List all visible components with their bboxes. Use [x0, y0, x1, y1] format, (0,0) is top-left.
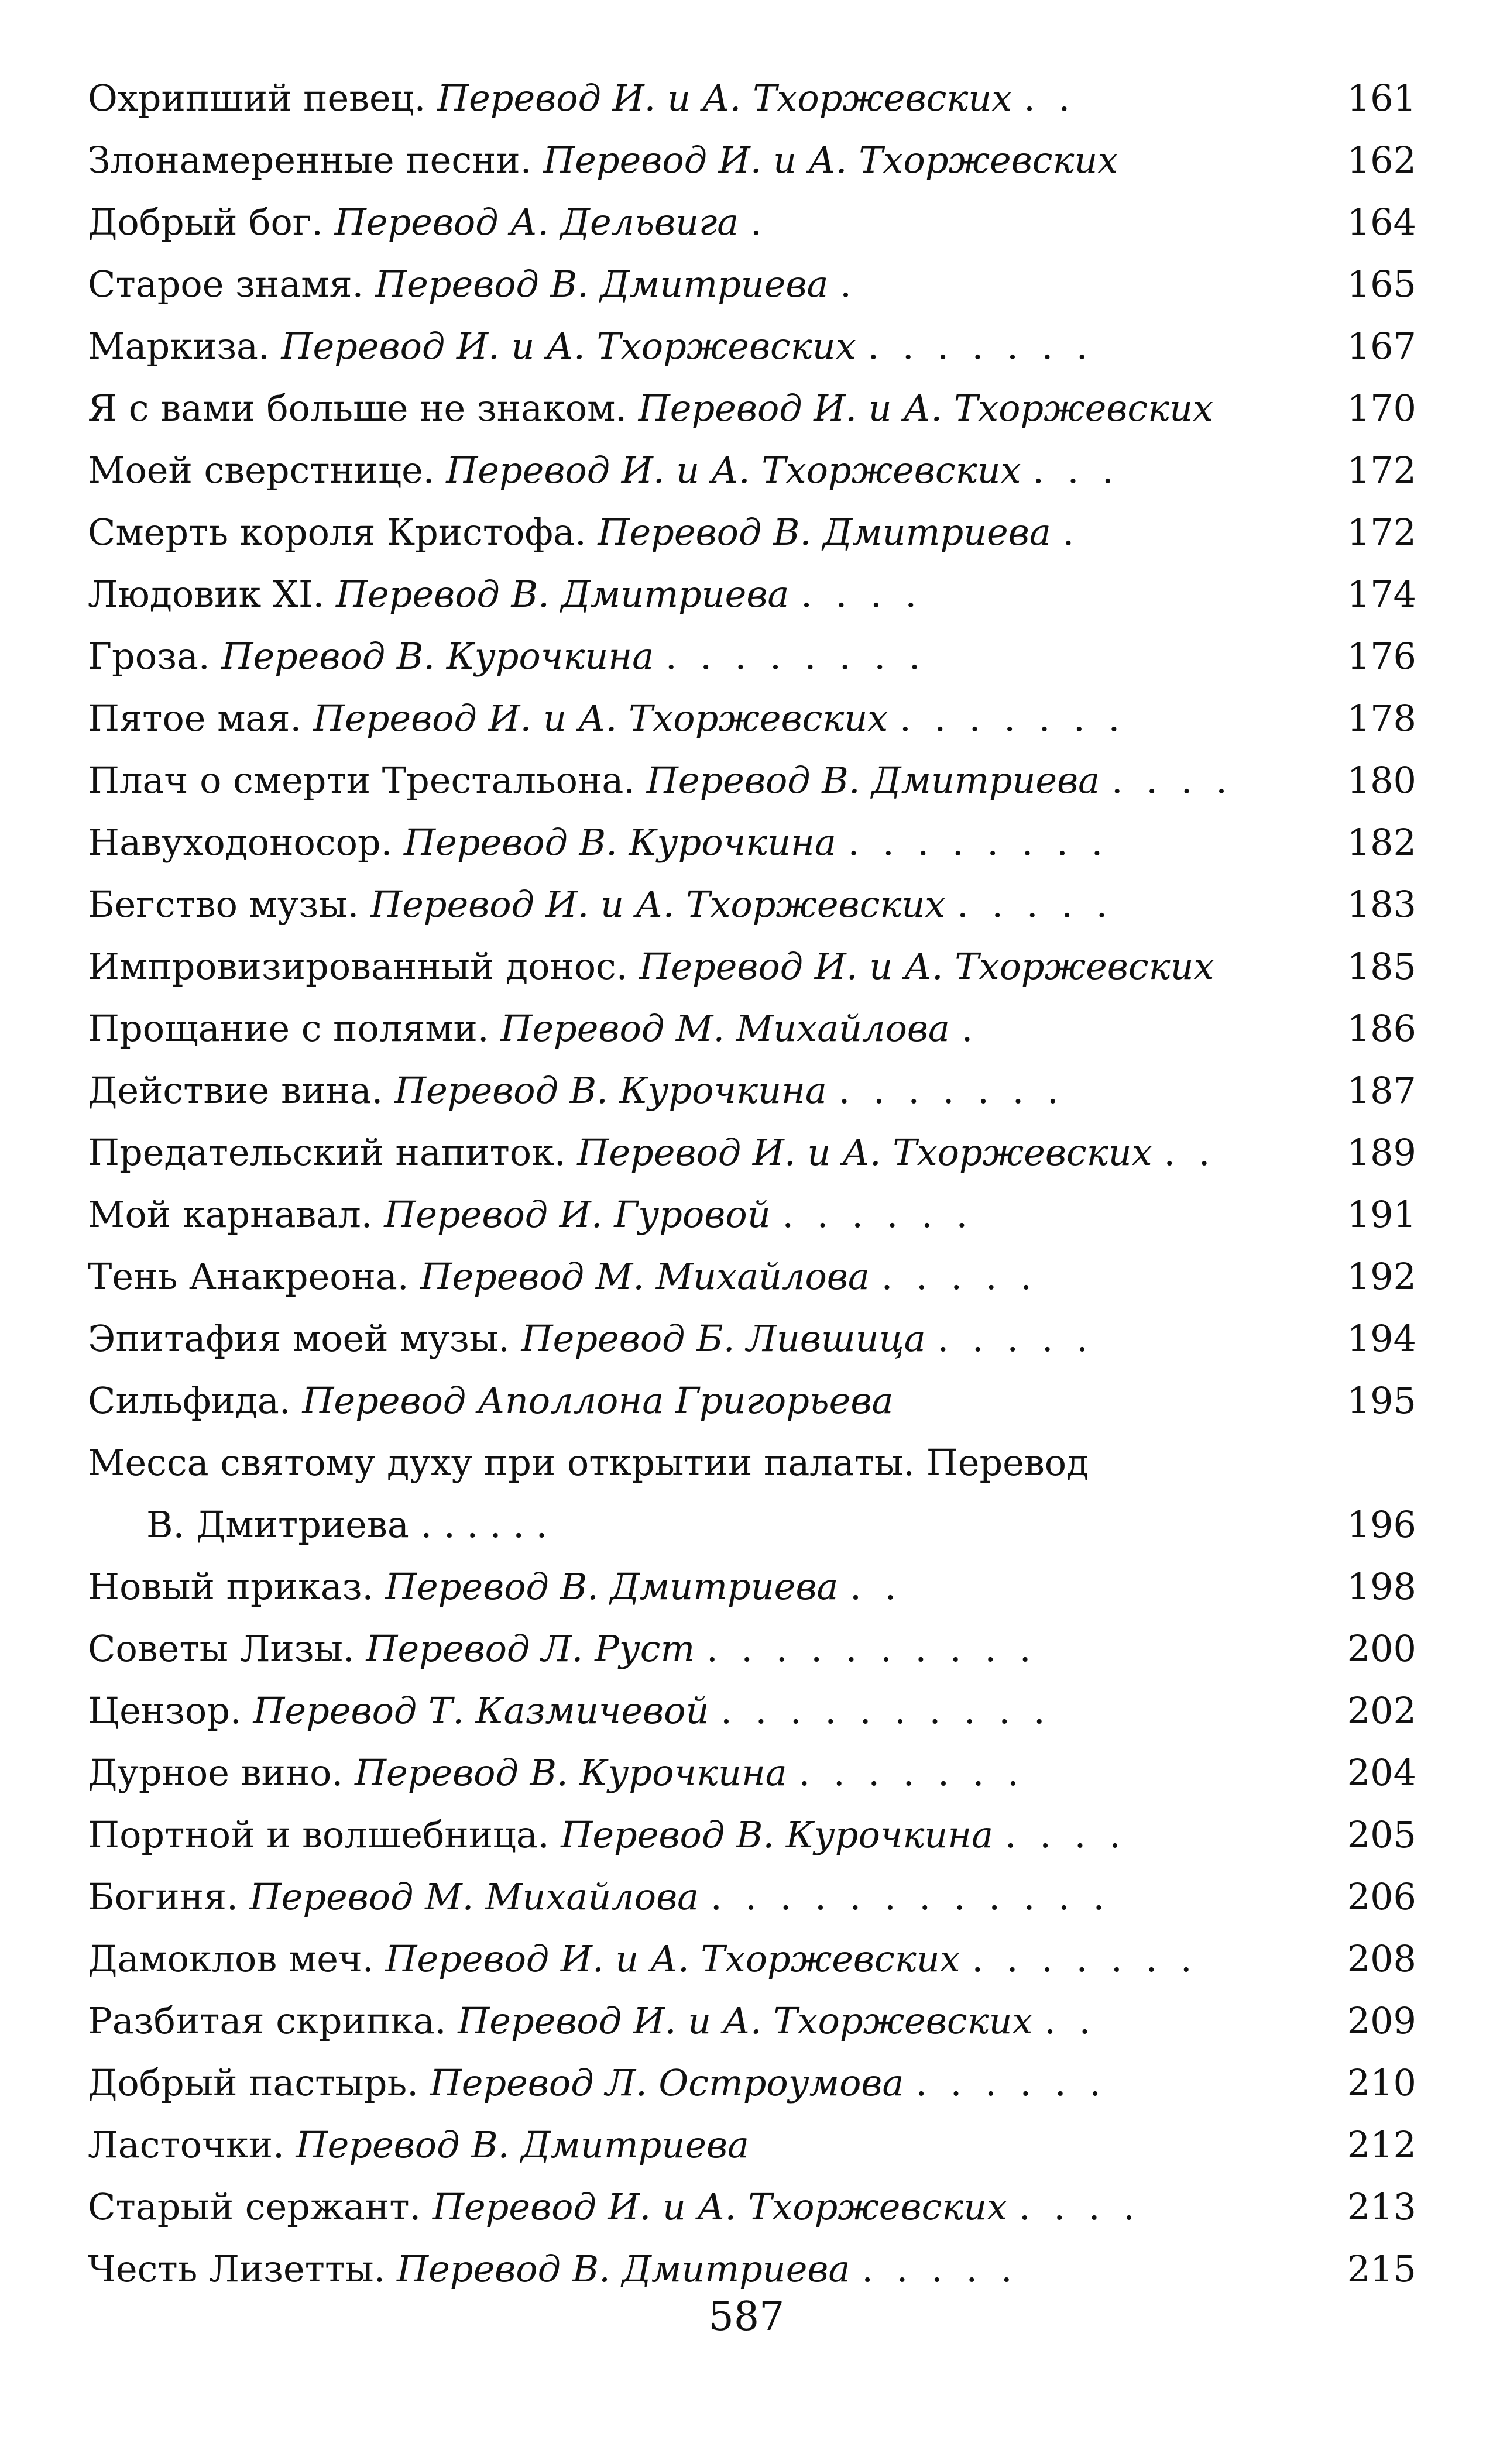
toc-list-bottom: [88, 1556, 1416, 2300]
leader-dots: . . . .: [1111, 759, 1233, 802]
leader-dots: . .: [1044, 1999, 1097, 2042]
toc-entry: [88, 812, 1416, 874]
page-number: 182: [1347, 821, 1416, 864]
page-number: 172: [1347, 511, 1416, 554]
page-number: 170: [1347, 387, 1416, 429]
leader-dots: . . . . .: [937, 1317, 1094, 1360]
page-number: 189: [1347, 1131, 1416, 1174]
page-number: 191: [1347, 1193, 1416, 1236]
entry-translator: Перевод Т. Казмичевой: [253, 1689, 709, 1732]
entry-title: Дурное вино.: [88, 1751, 344, 1794]
page-number: 200: [1347, 1627, 1416, 1670]
entry-translator: Перевод И. и А. Тхоржевских: [458, 1999, 1033, 2042]
entry-title: Добрый бог.: [88, 201, 323, 243]
leader-dots: . . . . . . . . . .: [720, 1689, 1051, 1732]
toc-entry: [88, 315, 1416, 377]
leader-dots: . . . . . .: [782, 1193, 974, 1236]
toc-entry: [88, 1060, 1416, 1122]
entry-title: Бегство музы.: [88, 883, 359, 926]
entry-title: Мой карнавал.: [88, 1193, 373, 1236]
entry-translator: Перевод И. и А. Тхоржевских: [370, 883, 946, 926]
page-number: 174: [1347, 573, 1416, 616]
entry-title: Маркиза.: [88, 325, 270, 367]
toc-entry-line1: [88, 1432, 1416, 1494]
toc-entry: [88, 377, 1416, 439]
toc-entry: [88, 439, 1416, 501]
entry-translator: Перевод И. и А. Тхоржевских: [577, 1131, 1152, 1174]
entry-title: Старое знамя.: [88, 263, 364, 305]
entry-translator: Перевод В. Дмитриева: [646, 759, 1100, 802]
leader-dots: . . . . .: [862, 2248, 1018, 2290]
entry-title: Пятое мая.: [88, 697, 302, 740]
page-number: 210: [1347, 2061, 1416, 2104]
toc-entry: [88, 253, 1416, 315]
entry-translator: Перевод В. Курочкина: [394, 1069, 827, 1112]
entry-translator: Перевод И. и А. Тхоржевских: [437, 77, 1013, 119]
entry-translator: Перевод Б. Лившица: [521, 1317, 926, 1360]
page-number: 208: [1347, 1937, 1416, 1980]
leader-dots: . . . . .: [881, 1255, 1038, 1298]
toc-entry: [88, 2114, 1416, 2176]
entry-translator-cont: В. Дмитриева: [146, 1503, 409, 1546]
entry-title: Цензор.: [88, 1689, 242, 1732]
page-number: 185: [1347, 945, 1416, 988]
toc-entry: [88, 501, 1416, 563]
entry-translator: Перевод И. и А. Тхоржевских: [543, 139, 1118, 181]
toc-entry: [88, 1990, 1416, 2052]
entry-translator: Перевод В. Курочкина: [404, 821, 836, 864]
entry-translator: Перевод И. Гуровой: [384, 1193, 771, 1236]
entry-title: Прощание с полями.: [88, 1007, 489, 1050]
page-number: 178: [1347, 697, 1416, 740]
entry-title: Гроза.: [88, 635, 210, 678]
entry-title: Охрипший певец.: [88, 77, 426, 119]
page-number: 192: [1347, 1255, 1416, 1298]
entry-translator: Перевод В. Курочкина: [561, 1813, 994, 1856]
entry-translator: Перевод В. Дмитриева: [598, 511, 1051, 554]
page-number: 167: [1347, 325, 1416, 367]
toc-entry: [88, 626, 1416, 688]
toc-list-top: [88, 67, 1416, 1432]
entry-title: Злонамеренные песни.: [88, 139, 532, 181]
toc-entry: [88, 688, 1416, 750]
toc-entry: [88, 1556, 1416, 1618]
leader-dots: . . . . . . . .: [665, 635, 926, 678]
entry-title: Богиня.: [88, 1875, 238, 1918]
toc-entry: [88, 1804, 1416, 1866]
entry-translator: Перевод И. и А. Тхоржевских: [281, 325, 856, 367]
toc-entry: [88, 67, 1416, 129]
page-number: 206: [1347, 1875, 1416, 1918]
page-number: 215: [1347, 2248, 1416, 2290]
entry-title: Советы Лизы.: [88, 1627, 355, 1670]
entry-translator: Перевод И. и А. Тхоржевских: [432, 2185, 1008, 2228]
leader-dots: . . . . . . .: [899, 697, 1126, 740]
leader-dots: . . . . . . . .: [847, 821, 1109, 864]
entry-title: Тень Анакреона.: [88, 1255, 409, 1298]
leader-dots: . . . . . .: [420, 1503, 548, 1546]
toc-entry: [88, 1866, 1416, 1928]
toc-entry: [88, 563, 1416, 626]
entry-translator: Перевод В. Дмитриева: [296, 2123, 749, 2166]
leader-dots: . .: [1024, 77, 1076, 119]
toc-entry: [88, 1618, 1416, 1680]
entry-translator: Перевод И. и А. Тхоржевских: [313, 697, 888, 740]
toc-entry: [88, 191, 1416, 253]
entry-title: Разбитая скрипка.: [88, 1999, 447, 2042]
leader-dots: . . . . . . . . . .: [706, 1627, 1037, 1670]
page-number: 205: [1347, 1813, 1416, 1856]
entry-translator: Перевод: [926, 1441, 1089, 1484]
entry-translator: Перевод И. и А. Тхоржевских: [639, 945, 1214, 988]
page-number: 198: [1347, 1565, 1416, 1608]
toc-entry: [88, 874, 1416, 936]
page-number: 162: [1347, 139, 1416, 181]
table-of-contents: [88, 67, 1416, 2300]
leader-dots: . . . . . . .: [838, 1069, 1065, 1112]
leader-dots: .: [961, 1007, 979, 1050]
entry-title: Навуходоносор.: [88, 821, 393, 864]
entry-translator: Перевод М. Михайлова: [249, 1875, 699, 1918]
leader-dots: . . . .: [801, 573, 923, 616]
leader-dots: . . . . . . .: [798, 1751, 1025, 1794]
entry-translator: Перевод И. и А. Тхоржевских: [446, 449, 1021, 492]
leader-dots: . .: [850, 1565, 902, 1608]
entry-title: Я с вами больше не знаком.: [88, 387, 627, 429]
leader-dots: . .: [1163, 1131, 1216, 1174]
toc-entry: [88, 1184, 1416, 1246]
entry-title: Людовик XI.: [88, 573, 325, 616]
toc-entry: [88, 2052, 1416, 2114]
leader-dots: . . .: [1032, 449, 1120, 492]
leader-dots: . . . . . . .: [867, 325, 1094, 367]
entry-translator: Перевод Л. Руст: [366, 1627, 695, 1670]
page-number: 183: [1347, 883, 1416, 926]
entry-translator: Перевод В. Дмитриева: [335, 573, 790, 616]
toc-entry: [88, 750, 1416, 812]
toc-entry: [88, 998, 1416, 1060]
page-number: 194: [1347, 1317, 1416, 1360]
page-number: 164: [1347, 201, 1416, 243]
toc-entry: [88, 1246, 1416, 1308]
toc-entry: [88, 936, 1416, 998]
entry-title: Старый сержант.: [88, 2185, 421, 2228]
leader-dots: .: [750, 201, 768, 243]
entry-translator: Перевод М. Михайлова: [500, 1007, 950, 1050]
leader-dots: . . . . .: [957, 883, 1114, 926]
entry-title: Сильфида.: [88, 1379, 291, 1422]
toc-entry-line2: [88, 1494, 1416, 1556]
page-number: 213: [1347, 2185, 1416, 2228]
entry-translator: Перевод В. Курочкина: [354, 1751, 787, 1794]
leader-dots: . . . .: [1004, 1813, 1127, 1856]
leader-dots: .: [840, 263, 857, 305]
toc-entry: [88, 1742, 1416, 1804]
toc-entry: [88, 1928, 1416, 1990]
leader-dots: . . . . . . .: [972, 1937, 1198, 1980]
leader-dots: .: [1062, 511, 1080, 554]
page-number: 176: [1347, 635, 1416, 678]
page-folio: 587: [708, 2294, 785, 2340]
page-number: 209: [1347, 1999, 1416, 2042]
page-number: 187: [1347, 1069, 1416, 1112]
page-number: 186: [1347, 1007, 1416, 1050]
toc-entry: [88, 1680, 1416, 1742]
entry-title: Ласточки.: [88, 2123, 284, 2166]
page-number: 204: [1347, 1751, 1416, 1794]
page-number: 212: [1347, 2123, 1416, 2166]
entry-translator: Перевод И. и А. Тхоржевских: [385, 1937, 960, 1980]
toc-entry: [88, 2238, 1416, 2300]
entry-title: Предательский напиток.: [88, 1131, 566, 1174]
entry-title: Смерть короля Кристофа.: [88, 511, 586, 554]
toc-entry: [88, 1122, 1416, 1184]
leader-dots: . . . . . . . . . . . .: [710, 1875, 1111, 1918]
toc-entry: [88, 129, 1416, 191]
page-number: 195: [1347, 1379, 1416, 1422]
entry-translator: Перевод В. Дмитриева: [385, 1565, 839, 1608]
page-number: 202: [1347, 1689, 1416, 1732]
toc-entry: [88, 2176, 1416, 2238]
page-number: 165: [1347, 263, 1416, 305]
toc-entry: [88, 1308, 1416, 1370]
toc-entry: [88, 1370, 1416, 1432]
entry-translator: Перевод В. Дмитриева: [397, 2248, 850, 2290]
entry-translator: Перевод В. Курочкина: [221, 635, 654, 678]
entry-translator: Перевод М. Михайлова: [420, 1255, 870, 1298]
page-number: 161: [1347, 77, 1416, 119]
leader-dots: . . . . . .: [915, 2061, 1107, 2104]
entry-translator: Перевод Аполлона Григорьева: [302, 1379, 894, 1422]
entry-title: Дамоклов меч.: [88, 1937, 374, 1980]
entry-title: Действие вина.: [88, 1069, 383, 1112]
leader-dots: . . . .: [1018, 2185, 1141, 2228]
entry-title: Импровизированный донос.: [88, 945, 628, 988]
page-number: 196: [1347, 1503, 1416, 1546]
entry-title: Эпитафия моей музы.: [88, 1317, 510, 1360]
entry-translator: Перевод Л. Остроумова: [430, 2061, 904, 2104]
page-number: 180: [1347, 759, 1416, 802]
entry-translator: Перевод В. Дмитриева: [375, 263, 829, 305]
entry-translator: Перевод И. и А. Тхоржевских: [638, 387, 1214, 429]
entry-translator: Перевод А. Дельвига: [334, 201, 739, 243]
entry-title: Моей сверстнице.: [88, 449, 435, 492]
entry-title: Новый приказ.: [88, 1565, 374, 1608]
entry-title: Добрый пастырь.: [88, 2061, 418, 2104]
entry-title: Плач о смерти Трестальона.: [88, 759, 635, 802]
page-number: 172: [1347, 449, 1416, 492]
toc-entry-multiline: [88, 1432, 1416, 1556]
entry-title: Месса святому духу при открытии палаты.: [88, 1441, 915, 1484]
entry-title: Портной и волшебница.: [88, 1813, 550, 1856]
entry-title: Честь Лизетты.: [88, 2248, 386, 2290]
